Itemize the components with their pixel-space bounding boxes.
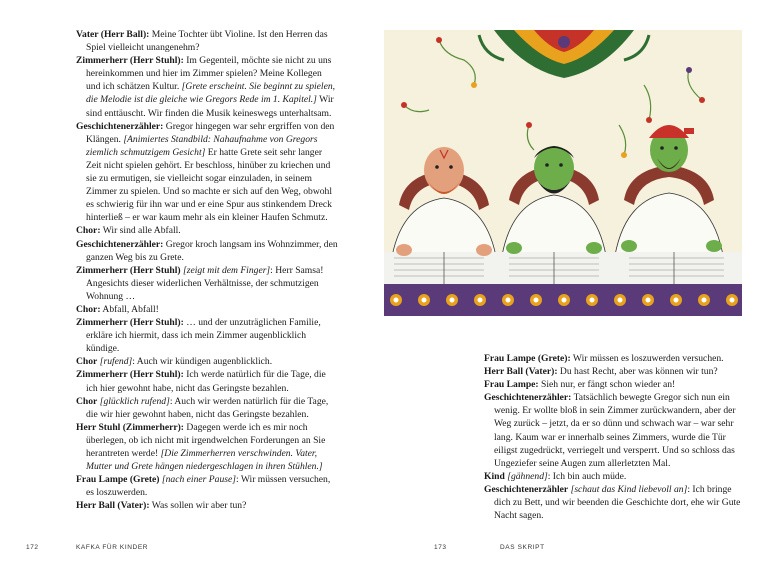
- stage-direction: [Grete erscheint. Sie beginnt zu spielen, die Melodie ist die gleiche wie Gregors Rede im 1. Kapitel.]: [86, 81, 336, 106]
- right-running-title: DAS SKRIPT: [500, 544, 545, 551]
- speaker-name: Geschichtenerzähler: [484, 483, 569, 495]
- speaker-name: Frau Lampe (Grete):: [484, 353, 571, 364]
- script-line: [76, 224, 338, 237]
- illustration: [384, 30, 742, 316]
- script-line: [76, 303, 338, 316]
- script-line: [76, 54, 338, 119]
- line-text: : Wir müssen versuchen, es loszuwerden.: [86, 474, 331, 499]
- right-script-column: [484, 352, 746, 522]
- speaker-name: Geschichtenerzähler:: [484, 392, 572, 404]
- speaker-name: Herr Ball (Vater):: [484, 366, 558, 378]
- speaker-name: Zimmerherr (Herr Stuhl):: [76, 55, 184, 67]
- line-text: Tatsächlich bewegte Gregor sich nun ein wenig. Er wollte bloß in sein Zimmer zurückwandern, aber der Weg zurück – jetzt, da er so dünn und schwach war – war sehr lang. Kaum war er innerhalb seines Zimmers, wurde die Tür eiligst zugedrückt, verriegelt und versperrt. Und so schloss das Ungeziefer seine Augen zum allerletzten Mal.: [494, 392, 736, 469]
- line-text: : Herr Samsa! Angesichts dieser widerlichen Verhältnisse, der schmutzigen Wohnung …: [86, 264, 324, 302]
- script-line: [76, 264, 338, 303]
- table-pattern-icon: [384, 284, 742, 316]
- line-text: Im Gegenteil, möchte sie nicht zu uns hereinkommen und hier im Zimmer spielen? Meine Kollegen und ich schätzen Kultur.: [86, 55, 332, 93]
- script-line: [484, 378, 746, 391]
- line-text: Abfall, Abfall!: [100, 303, 159, 315]
- script-line: [76, 473, 338, 499]
- stage-direction: [schaut das Kind liebevoll an]: [570, 483, 688, 495]
- line-text: : Ich bringe dich zu Bett, und wir beenden die Geschichte dort, ehe wir Gute Nacht sagen.: [494, 483, 741, 522]
- line-text: Wir sind enttäuscht. Wir finden die Musik keineswegs unterhaltsam.: [86, 94, 334, 119]
- stage-direction: [zeigt mit dem Finger]: [183, 264, 271, 276]
- script-line: [76, 368, 338, 394]
- script-line: [484, 483, 746, 522]
- right-page-number: 173: [434, 544, 447, 551]
- script-line: [484, 365, 746, 378]
- script-line: [484, 391, 746, 470]
- speaker-name: Geschichtenerzähler:: [76, 238, 164, 250]
- script-line: [484, 352, 746, 365]
- three-lodgers-illustration: [384, 30, 742, 316]
- line-text: Sieh nur, er fängt schon wieder an!: [538, 379, 676, 391]
- speaker-name: Geschichtenerzähler:: [76, 120, 164, 132]
- speaker-name: Zimmerherr (Herr Stuhl): [76, 264, 181, 276]
- script-line: [76, 421, 338, 473]
- stage-direction: [gähnend]: [507, 470, 548, 482]
- line-text: Meine Tochter übt Violine. Ist den Herren das Spiel vielleicht unangenehm?: [86, 29, 328, 54]
- line-text: Gregor hingegen war sehr ergriffen von den Klängen.: [86, 120, 335, 145]
- line-text: Gregor kroch langsam ins Wohnzimmer, den ganzen Weg bis zu Grete.: [86, 238, 338, 263]
- line-text: Dagegen werde ich es mir noch überlegen, ob ich nicht mit irgendwelchen Forderungen an Sie herantreten werde!: [86, 421, 326, 459]
- stage-direction: [Die Zimmerherren verschwinden. Vater, Mutter und Grete hängen niedergeschlagen in ihren Stühlen.]: [86, 448, 323, 473]
- speaker-name: Frau Lampe:: [484, 379, 539, 391]
- right-page: [384, 0, 768, 576]
- speaker-name: Zimmerherr (Herr Stuhl):: [76, 317, 184, 329]
- speaker-name: Frau Lampe (Grete): [76, 474, 160, 486]
- speaker-name: Vater (Herr Ball):: [76, 29, 150, 40]
- line-text: Wir müssen es loszuwerden versuchen.: [570, 353, 724, 364]
- speaker-name: Chor: [76, 356, 98, 368]
- left-running-title: KAFKA FÜR KINDER: [76, 544, 149, 551]
- left-page-number: 172: [26, 544, 39, 551]
- script-line: [76, 28, 338, 54]
- stage-direction: [nach einer Pause]: [161, 474, 236, 486]
- line-text: : Ich bin auch müde.: [547, 470, 627, 482]
- line-text: Wir sind alle Abfall.: [100, 225, 181, 237]
- speaker-name: Chor: [76, 395, 98, 407]
- script-line: [484, 470, 746, 483]
- line-text: Ich werde natürlich für die Tage, die ich hier gewohnt habe, nicht das Geringste bezahlen.: [86, 369, 326, 394]
- script-line: [76, 355, 338, 368]
- line-text: Du hast Recht, aber was können wir tun?: [557, 366, 718, 378]
- script-line: [76, 238, 338, 264]
- speaker-name: Zimmerherr (Herr Stuhl):: [76, 369, 184, 381]
- speaker-name: Herr Ball (Vater):: [76, 500, 150, 512]
- line-text: : Auch wir kündigen augenblicklich.: [132, 356, 273, 368]
- stage-direction: [rufend]: [99, 356, 133, 368]
- speaker-name: Kind: [484, 470, 505, 482]
- speaker-name: Chor:: [76, 225, 101, 237]
- line-text: … und der unzuträglichen Familie, erkläre ich hiermit, dass ich mein Zimmer augenblicklich kündige.: [86, 317, 321, 355]
- line-text: Was sollen wir aber tun?: [149, 500, 247, 512]
- stage-direction: [glücklich rufend]: [99, 395, 170, 407]
- line-text: Er hatte Grete seit sehr langer Zeit nicht spielen gehört. Er beschloss, hinüber zu kriechen und sie zu ermutigen, sie vielleicht sogar einzuladen, in seinem Zimmer zu spielen. Und so machte er sich auf den Weg, obwohl es schwierig für ihn war und er eine Spur aus stinkendem Dreck hinterließ – er war kaum mehr als ein kleiner Haufen Schmutz.: [86, 146, 333, 224]
- script-line: [76, 499, 338, 512]
- left-script-column: [76, 28, 338, 512]
- script-line: [76, 120, 338, 225]
- newspapers-icon: [384, 252, 742, 284]
- stage-direction: [Animiertes Standbild: Nahaufnahme von Gregors ziemlich schmutzigem Gesicht]: [86, 133, 318, 158]
- script-line: [76, 395, 338, 421]
- line-text: : Auch wir werden natürlich für die Tage, die wir hier gewohnt haben, nicht das Geringste bezahlen.: [86, 395, 329, 420]
- speaker-name: Herr Stuhl (Zimmerherr):: [76, 421, 184, 433]
- speaker-name: Chor:: [76, 303, 101, 315]
- script-line: [76, 316, 338, 355]
